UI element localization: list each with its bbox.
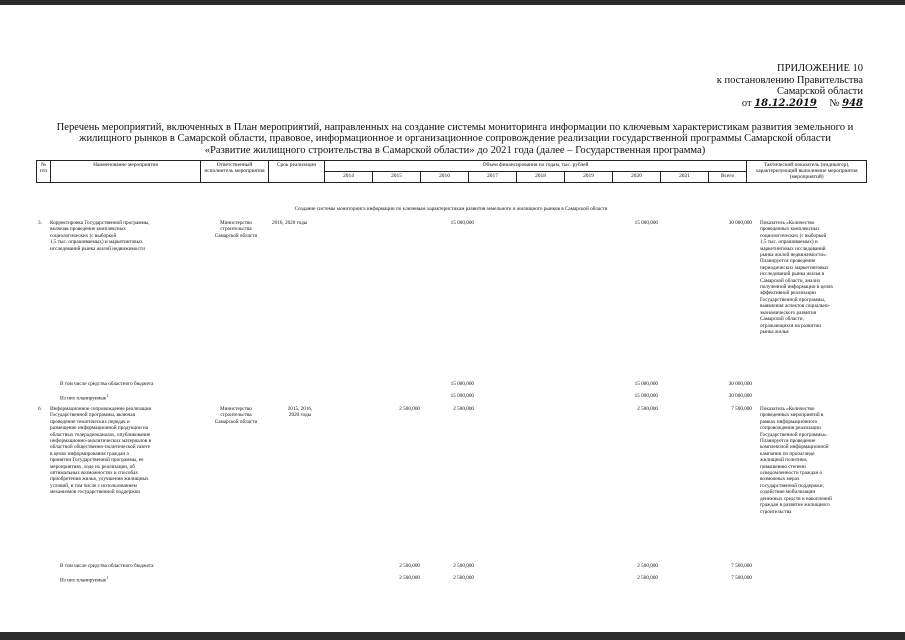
sub-row-regional-budget-label: В том числе средства областного бюджета [60, 381, 154, 387]
cell-total: 7 500,000 [731, 406, 752, 412]
col-header-name: Наименование мероприятия [51, 161, 201, 183]
cell-2016: 15 000,000 [450, 393, 474, 399]
row-num: 3. [38, 220, 42, 226]
col-header-total: Всего [709, 171, 747, 182]
col-header-year: 2018 [517, 171, 565, 182]
col-header-year: 2021 [661, 171, 709, 182]
date-prefix: от [741, 97, 752, 109]
col-header-year: 2016 [421, 171, 469, 182]
section-title: Создание системы мониторинга информации по ключевым характеристикам развития земельного и жилищного рынков в Самарской области [294, 206, 608, 212]
row-indicator: Показатель «Количество проведенных комплексных социологических (с выборкой 1,5 тыс. опрашиваемых) и маркетинговых исследований рынка жилой недвижимости». Планируется проведение периодических маркетинговых исследований рынка жилья в Самарской области, анализ полученной информации в целях эффективной реализации Государственной программы, выявления аспектов социально- экономического развития Самарской области, отражающихся на развитии рынка жилья [760, 220, 834, 335]
col-header-year: 2014 [325, 171, 373, 182]
scan-bottom-border [0, 632, 905, 640]
cell-total: 7 500,000 [731, 575, 752, 581]
row-measure-name: Корректировка Государственной программы, включая проведение комплексных социологических (с выборкой 1,5 тыс. опрашиваемых) и маркетинговых исследований рынка жилой недвижимости [50, 220, 150, 252]
col-header-executor: Ответственный исполнитель мероприятия [201, 161, 269, 183]
cell-2020: 15 000,000 [634, 393, 658, 399]
cell-2016: 2 500,000 [453, 406, 474, 412]
cell-2015: 2 500,000 [399, 563, 420, 569]
cell-2016: 2 500,000 [453, 575, 474, 581]
heading-line-3: «Развитие жилищного строительства в Самарской области» до 2021 года (далее – Государственная программа) [204, 144, 706, 156]
heading-line-2: жилищного рынков в Самарской области, правовое, информационное и организационное сопровождение реализации государственной программы Самарской области [79, 133, 831, 145]
appendix-date-line [717, 98, 863, 110]
row-measure-name: Информационное сопровождение реализации Государственной программы, включая проведение тематических передач и размещение информационной продукции на областных телерадиоканалах, опубликование информационно-аналитических материалов в областной общественно-политической газете в целях информирования граждан о принятии Государственной программы, ее мероприятиях, ходе их реализации, об оптимальных возможностях и способах приобретения жилья, улучшения жилищных условий, в том числе с использованием механизмов государственной поддержки [50, 406, 152, 496]
col-header-period: Срок реализации [269, 161, 325, 183]
cell-2020: 2 500,000 [637, 575, 658, 581]
row-indicator: Показатель «Количество проведенных мероприятий в рамках информационного сопровождения реализации Государственной программы». Планируется проведение комплексной информационной кампании по пропаганде жилищной политики, повышению степени осведомленности граждан о возможных мерах государственной поддержки; содействие мобилизации денежных средств и накоплений граждан в развитие жилищного строительства [760, 406, 832, 515]
cell-2015: 2 500,000 [399, 406, 420, 412]
appendix-region: Самарской области [777, 86, 863, 97]
cell-total: 30 000,000 [728, 393, 752, 399]
planned-label-text: Из них планируемые [60, 395, 107, 402]
cell-2020: 15 000,000 [634, 220, 658, 226]
appendix-block [717, 63, 863, 109]
cell-2020: 2 500,000 [637, 563, 658, 569]
number-handwritten: 948 [842, 97, 863, 109]
col-header-num: № п/п [37, 161, 51, 183]
document-heading [40, 122, 870, 156]
date-handwritten: 18.12.2019 [754, 97, 817, 109]
col-header-year: 2017 [469, 171, 517, 182]
row-period: 2015, 2016, 2020 годы [287, 406, 313, 419]
sub-row-planned-label [60, 575, 108, 584]
cell-total: 30 000,000 [728, 220, 752, 226]
sub-row-regional-budget-label: В том числе средства областного бюджета [60, 563, 154, 569]
col-header-funding: Объем финансирования по годам, тыс. рублей [325, 161, 747, 172]
number-prefix: № [829, 97, 840, 109]
heading-line-1: Перечень мероприятий, включенных в План мероприятий, направленных на создание системы мониторинга информации по ключевым характеристикам развития земельного и [56, 122, 854, 133]
sub-row-planned-label [60, 393, 108, 402]
cell-total: 30 000,000 [728, 381, 752, 387]
cell-2015: 2 500,000 [399, 575, 420, 581]
row-executor: Министерство строительства Самарской области [214, 220, 258, 239]
planned-label-text: Из них планируемые [60, 577, 107, 584]
footnote-mark: 1 [106, 575, 109, 580]
row-executor: Министерство строительства Самарской области [214, 406, 258, 425]
measures-table [36, 160, 867, 183]
cell-2016: 2 500,000 [453, 563, 474, 569]
appendix-ref: к постановлению Правительства [716, 74, 863, 86]
cell-2016: 15 000,000 [450, 381, 474, 387]
appendix-title: ПРИЛОЖЕНИЕ 10 [777, 63, 863, 74]
col-header-year: 2020 [613, 171, 661, 182]
cell-2020: 15 000,000 [634, 381, 658, 387]
row-num: 6. [38, 406, 42, 412]
footnote-mark: 1 [106, 393, 109, 398]
cell-total: 7 500,000 [731, 563, 752, 569]
row-period: 2016, 2020 годы [272, 220, 308, 226]
cell-2020: 2 500,000 [637, 406, 658, 412]
col-header-indicator: Тактический показатель (индикатор), характеризующий выполнение мероприятия (мероприятий) [747, 161, 867, 183]
col-header-year: 2019 [565, 171, 613, 182]
col-header-year: 2015 [373, 171, 421, 182]
scan-top-border [0, 0, 905, 5]
cell-2016: 15 000,000 [450, 220, 474, 226]
